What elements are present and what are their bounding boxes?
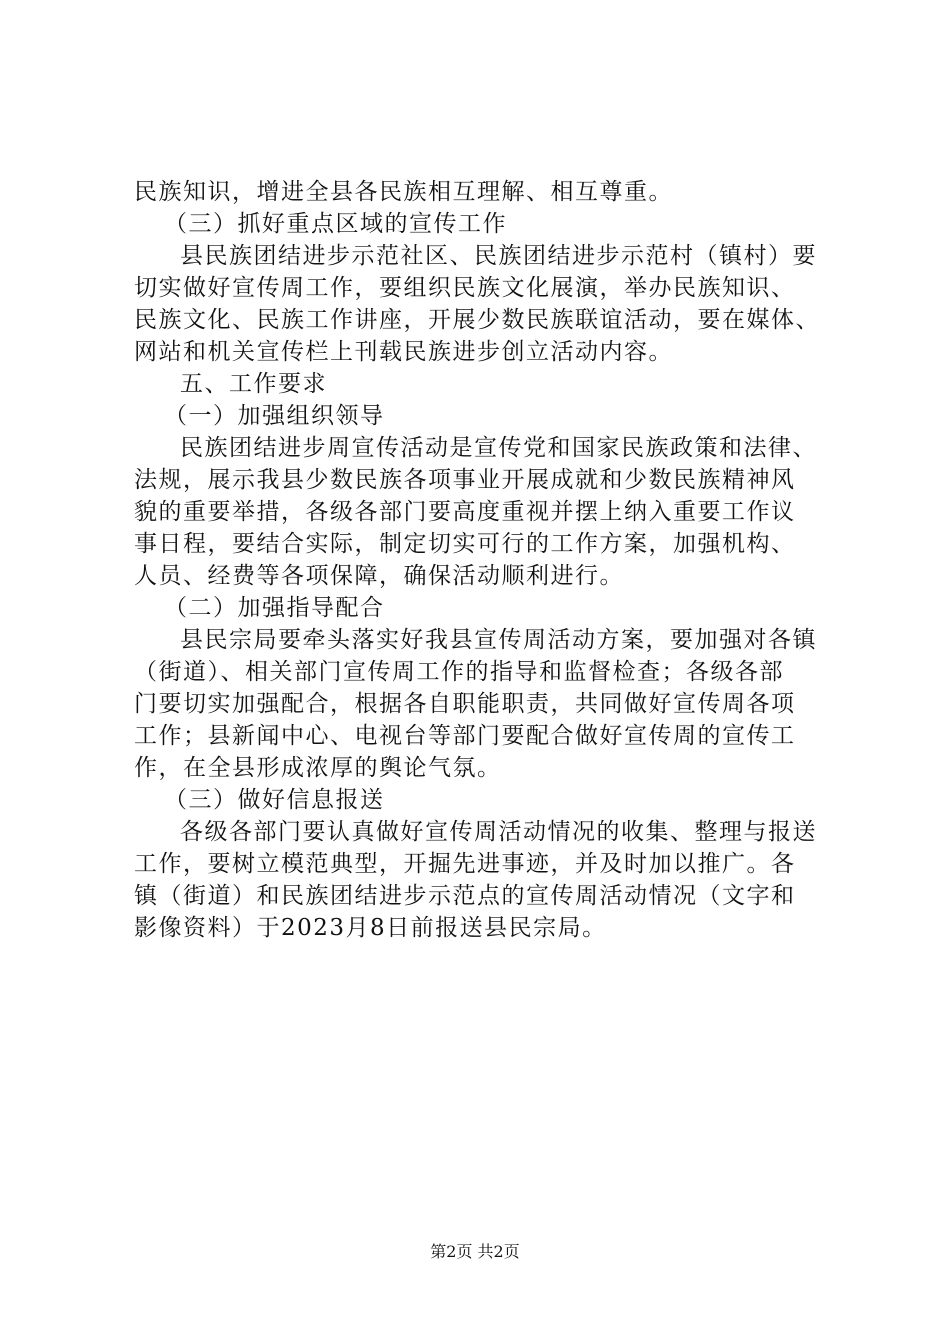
body-text-line: 网站和机关宣传栏上刊载民族进步创立活动内容。 [134,339,673,365]
body-text-line: （街道）、相关部门宣传周工作的指导和监督检查；各级各部 [134,659,784,685]
subheading-1: （一）加强组织领导 [164,403,385,429]
subheading-2: （二）加强指导配合 [164,595,385,621]
body-text-line: 人员、经费等各项保障，确保活动顺利进行。 [134,563,624,589]
section-heading-5: 五、工作要求 [180,371,327,397]
body-text-line: 县民族团结进步示范社区、民族团结进步示范村（镇村）要 [180,243,817,269]
body-text-line: 事日程，要结合实际，制定切实可行的工作方案，加强机构、 [134,531,796,557]
body-text-line: 民族知识，增进全县各民族相互理解、相互尊重。 [134,179,673,205]
body-text-line: 切实做好宣传周工作，要组织民族文化展演，举办民族知识、 [134,275,796,301]
body-text-line: 民族文化、民族工作讲座，开展少数民族联谊活动，要在媒体、 [134,307,820,333]
body-text-line: 工作；县新闻中心、电视台等部门要配合做好宣传周的宣传工 [134,723,796,749]
body-text-line: 各级各部门要认真做好宣传周活动情况的收集、整理与报送 [180,819,817,845]
body-text-line: 县民宗局要牵头落实好我县宣传周活动方案，要加强对各镇 [180,627,817,653]
page-footer: 第2页 共2页 [430,1242,520,1261]
body-text-line: 法规，展示我县少数民族各项事业开展成就和少数民族精神风 [134,467,796,493]
body-text-line: 门要切实加强配合，根据各自职能职责，共同做好宣传周各项 [134,691,796,717]
body-text-line: 作，在全县形成浓厚的舆论气氛。 [134,755,502,781]
body-text-line: 镇（街道）和民族团结进步示范点的宣传周活动情况（文字和 [134,883,796,909]
body-text-line: 影像资料）于2023月8日前报送县民宗局。 [134,915,607,941]
subheading-3: （三）抓好重点区域的宣传工作 [164,211,507,237]
subheading-3b: （三）做好信息报送 [164,787,385,813]
body-text-line: 民族团结进步周宣传活动是宣传党和国家民族政策和法律、 [180,435,817,461]
body-text-line: 工作，要树立模范典型，开掘先进事迹，并及时加以推广。各 [134,851,796,877]
body-text-line: 貌的重要举措，各级各部门要高度重视并摆上纳入重要工作议 [134,499,796,525]
